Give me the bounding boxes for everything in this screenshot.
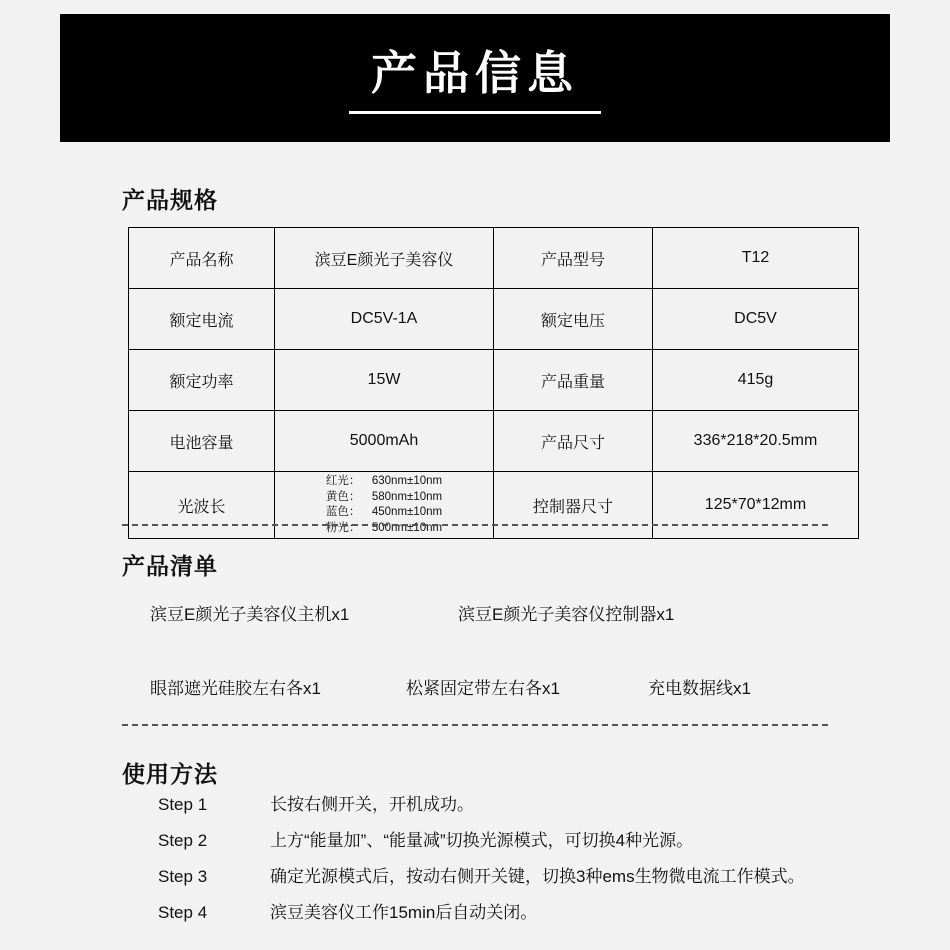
spec-value: 滨豆E颜光子美容仪 bbox=[275, 228, 494, 289]
step-text: 上方“能量加”、“能量减”切换光源模式，可切换4种光源。 bbox=[270, 831, 694, 850]
spec-label: 光波长 bbox=[129, 472, 275, 539]
wavelength-value: 580nm±10nm bbox=[371, 490, 443, 503]
spec-label: 控制器尺寸 bbox=[494, 472, 653, 539]
spec-label: 额定电压 bbox=[494, 289, 653, 350]
section-divider bbox=[122, 724, 828, 726]
step-text: 确定光源模式后，按动右侧开关键，切换3种ems生物微电流工作模式。 bbox=[270, 867, 805, 886]
list-item: 滨豆E颜光子美容仪主机x1 bbox=[150, 605, 350, 624]
wavelength-name: 红光： bbox=[325, 475, 361, 487]
step-label: Step 2 bbox=[158, 831, 208, 850]
wavelength-value: 630nm±10nm bbox=[371, 475, 443, 487]
spec-value: DC5V bbox=[653, 289, 859, 350]
wavelength-item bbox=[326, 521, 442, 537]
title-underline bbox=[349, 111, 601, 114]
table-row-wavelength bbox=[129, 472, 859, 539]
step-row bbox=[158, 862, 918, 887]
table-row bbox=[129, 350, 859, 411]
spec-label: 额定功率 bbox=[129, 350, 275, 411]
wavelength-name: 黄色： bbox=[325, 490, 361, 503]
spec-value: 5000mAh bbox=[275, 411, 494, 472]
spec-value: 336*218*20.5mm bbox=[653, 411, 859, 472]
list-item: 松紧固定带左右各x1 bbox=[406, 679, 560, 698]
step-text: 长按右侧开关，开机成功。 bbox=[270, 795, 474, 814]
step-row bbox=[158, 790, 918, 815]
spec-label: 产品型号 bbox=[494, 228, 653, 289]
list-item: 眼部遮光硅胶左右各x1 bbox=[150, 679, 321, 698]
spec-value: T12 bbox=[653, 228, 859, 289]
spec-value: 415g bbox=[653, 350, 859, 411]
spec-value: 15W bbox=[275, 350, 494, 411]
spec-value: 125*70*12mm bbox=[653, 472, 859, 539]
table-row bbox=[129, 289, 859, 350]
section-divider bbox=[122, 524, 828, 526]
step-label: Step 4 bbox=[158, 903, 208, 922]
step-text: 滨豆美容仪工作15min后自动关闭。 bbox=[270, 903, 538, 922]
spec-value: DC5V-1A bbox=[275, 289, 494, 350]
list-item: 充电数据线x1 bbox=[648, 679, 751, 698]
usage-steps bbox=[158, 790, 918, 934]
wavelength-value: 500nm±10nm bbox=[371, 521, 443, 534]
page-title: 产品信息 bbox=[371, 47, 579, 100]
spec-label: 电池容量 bbox=[129, 411, 275, 472]
step-label: Step 3 bbox=[158, 867, 208, 886]
wavelength-cell bbox=[275, 472, 494, 539]
wavelength-value: 450nm±10nm bbox=[371, 506, 443, 519]
spec-label: 产品重量 bbox=[494, 350, 653, 411]
spec-label: 产品名称 bbox=[129, 228, 275, 289]
table-row bbox=[129, 411, 859, 472]
usage-section-heading: 使用方法 bbox=[122, 761, 218, 787]
wavelength-item bbox=[326, 490, 442, 506]
step-row bbox=[158, 826, 918, 851]
wavelength-name: 蓝色： bbox=[325, 506, 361, 519]
spec-table bbox=[128, 227, 859, 539]
wavelength-list bbox=[326, 474, 442, 536]
step-row bbox=[158, 898, 918, 923]
page-banner bbox=[60, 14, 890, 142]
wavelength-item bbox=[326, 505, 442, 521]
wavelength-name: 粉光： bbox=[325, 521, 361, 534]
list-item: 滨豆E颜光子美容仪控制器x1 bbox=[458, 605, 675, 624]
step-label: Step 1 bbox=[158, 795, 208, 814]
spec-section-heading: 产品规格 bbox=[122, 187, 218, 213]
table-row bbox=[129, 228, 859, 289]
spec-label: 额定电流 bbox=[129, 289, 275, 350]
wavelength-item bbox=[326, 474, 442, 490]
spec-label: 产品尺寸 bbox=[494, 411, 653, 472]
packing-section-heading: 产品清单 bbox=[122, 553, 218, 579]
